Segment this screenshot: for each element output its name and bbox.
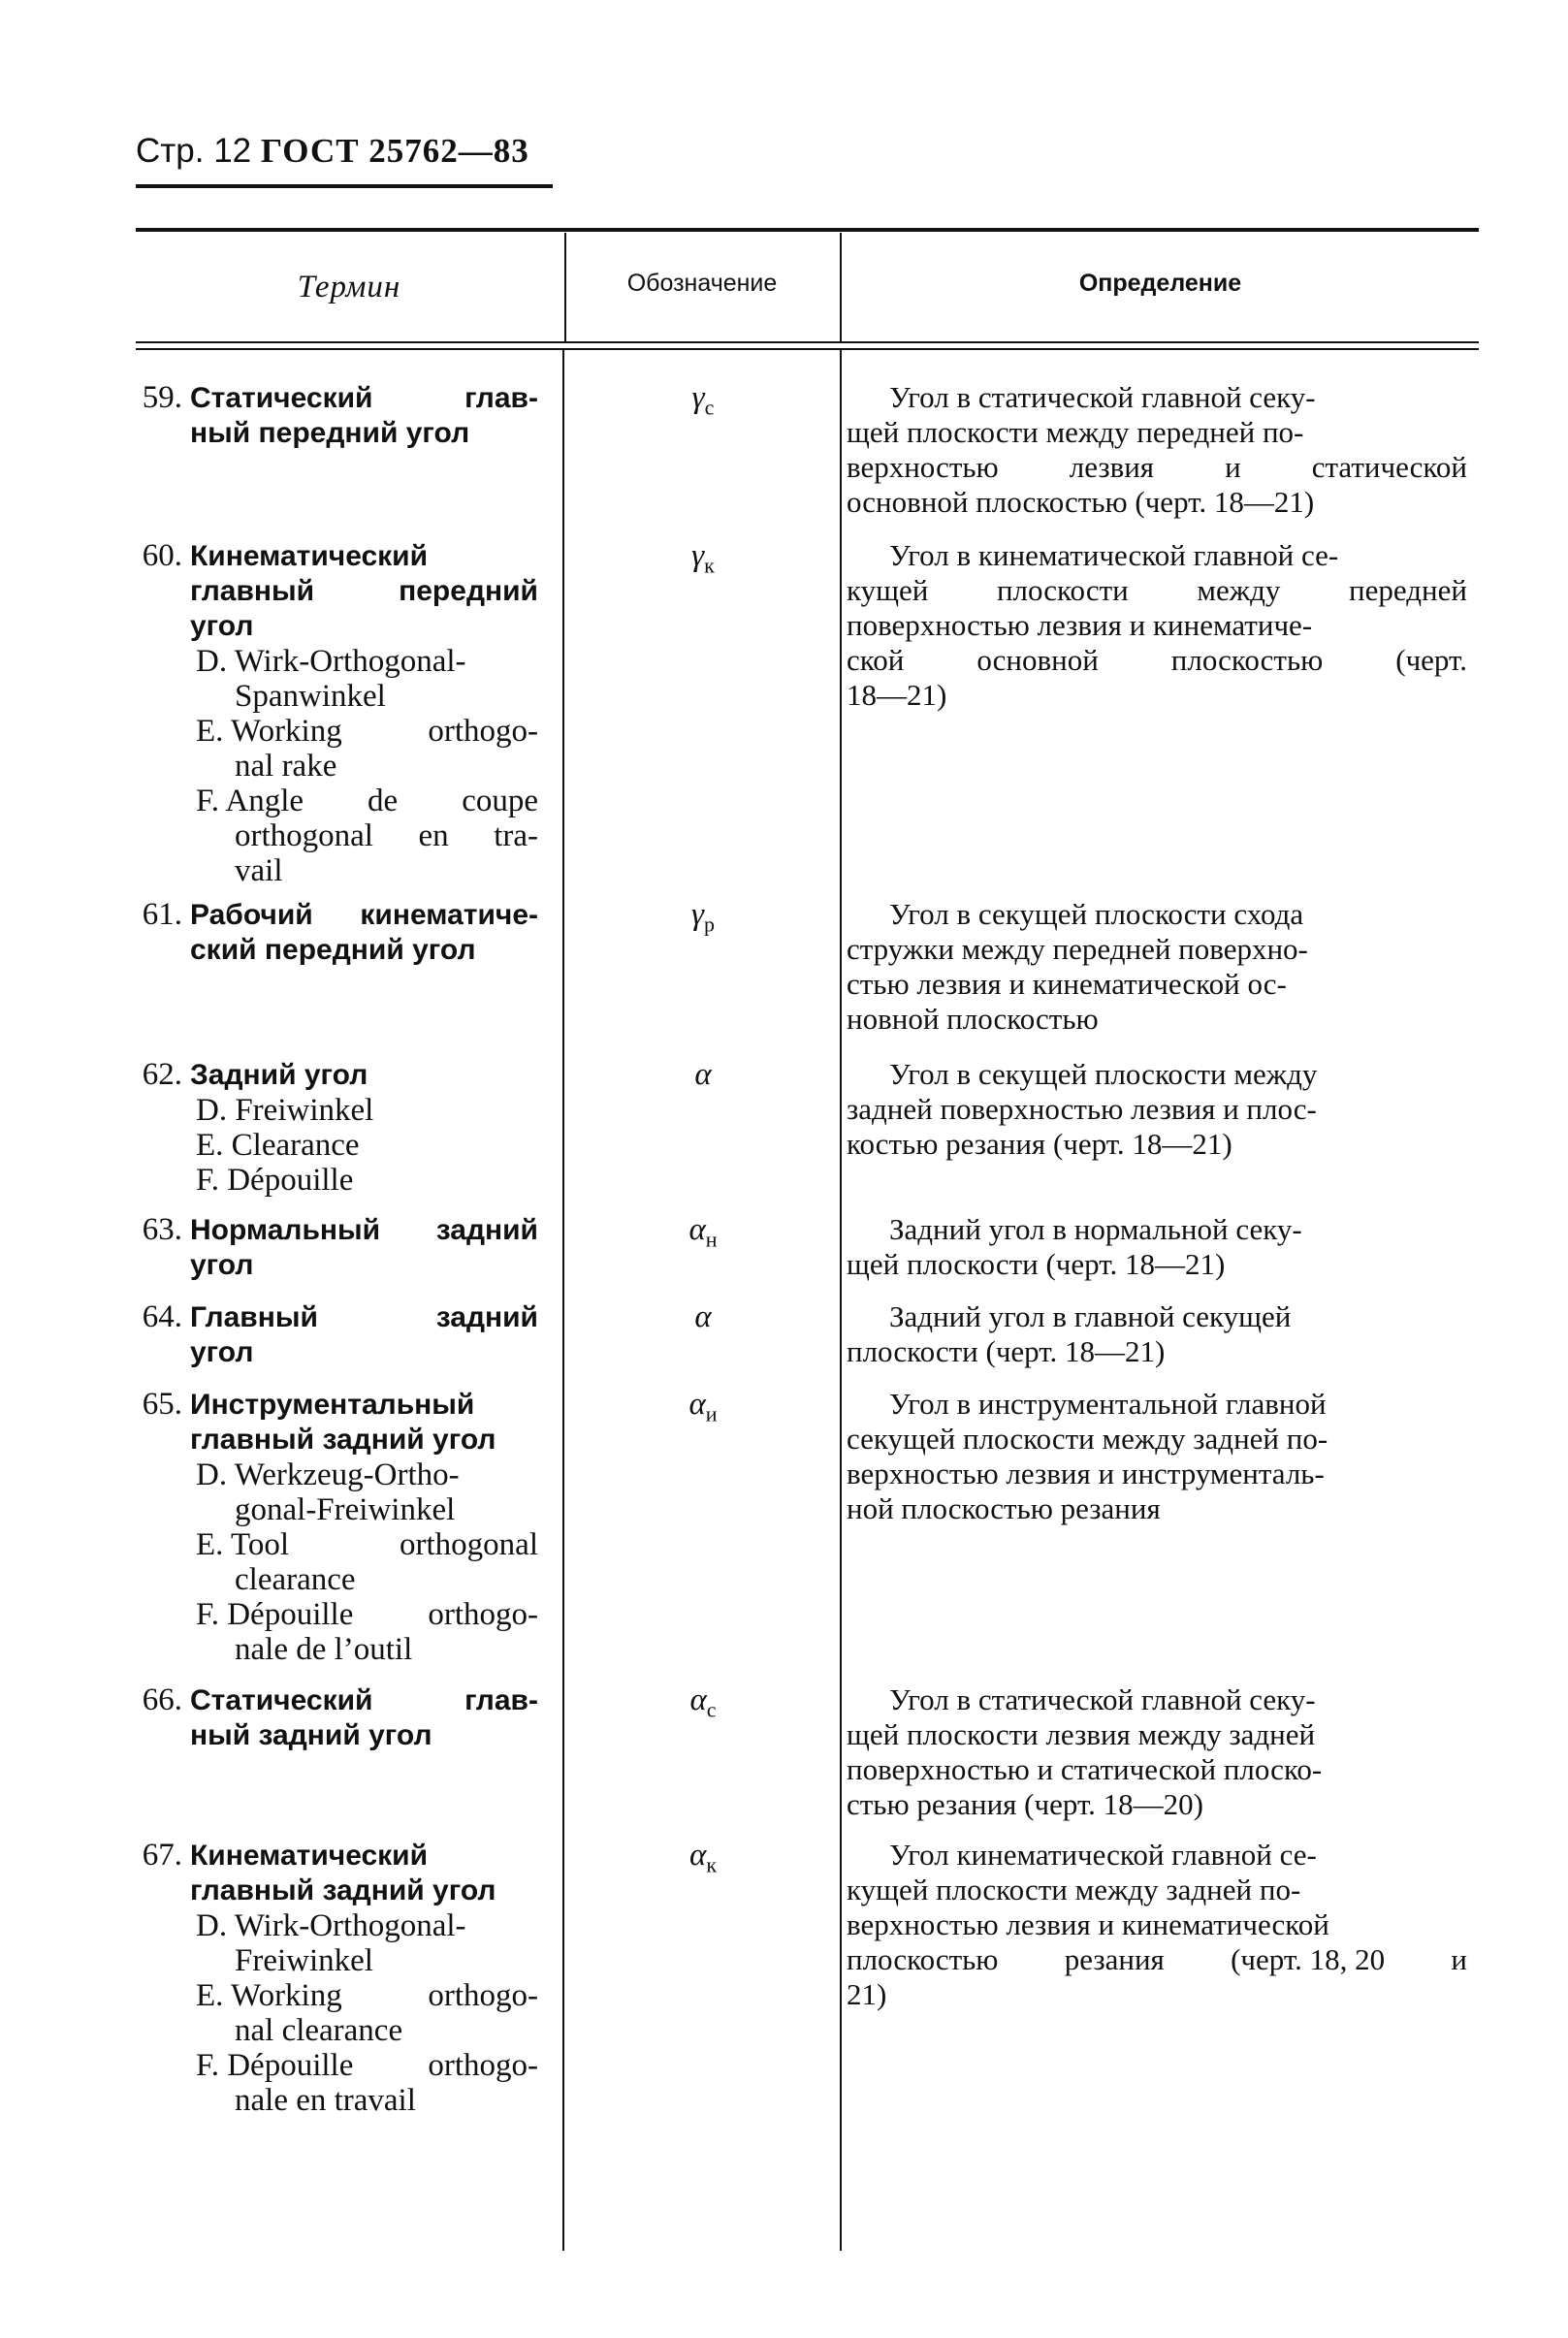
definition-word: Угол в статической главной секу- [889, 1682, 1316, 1716]
definition-line [847, 1057, 1467, 1092]
page-number: Стр. 12 [136, 132, 252, 170]
definition-word: плоскостью [1170, 643, 1324, 677]
definition-word: ной плоскостью резания [847, 1491, 1161, 1525]
term-number: 64. [142, 1299, 182, 1334]
angle-symbol-subscript: к [704, 553, 715, 578]
definition-word: верхностью лезвия и инструменталь- [847, 1457, 1325, 1490]
definition-word: стью лезвия и кинематической ос- [847, 967, 1287, 1001]
foreign-equivalent-word: coupe [462, 784, 538, 818]
definition-word: основной плоскостью (черт. 18—21) [847, 485, 1315, 519]
symbol-cell [582, 538, 824, 579]
definition-word: плоскостью [847, 1942, 999, 1976]
term-cell [126, 1387, 538, 1667]
term-name-word: главный [190, 575, 315, 607]
definition-line [847, 1717, 1467, 1752]
symbol-cell [582, 1387, 824, 1427]
term-cell [126, 897, 538, 968]
foreign-equivalent-line [196, 784, 538, 818]
foreign-equivalent-word: en [418, 818, 449, 853]
definition-word: между [1197, 573, 1281, 607]
foreign-equivalent-word: nal rake [235, 749, 337, 784]
term-name-line [190, 1423, 538, 1457]
term-number: 65. [142, 1387, 182, 1422]
definition-line [847, 1457, 1467, 1491]
foreign-equivalent-word: F. Angle [196, 784, 304, 818]
definition-line [847, 1334, 1467, 1369]
definition-word: ской [847, 643, 905, 677]
term-name-word: Рабочий [190, 899, 313, 931]
foreign-equivalent-line [196, 1457, 538, 1492]
foreign-equivalent-word: clearance [235, 1562, 356, 1597]
term-name-word: задний [435, 1214, 538, 1246]
term-name-word: передний [399, 575, 538, 607]
definition-word: костью резания (черт. 18—21) [847, 1127, 1232, 1161]
foreign-equivalent-line [235, 1492, 538, 1527]
definition-line [847, 1787, 1467, 1822]
definition-word: Угол в статической главной секу- [889, 380, 1316, 414]
term-name-word: кинематиче- [360, 899, 538, 931]
term-name-line [190, 416, 538, 451]
definition-line [847, 967, 1467, 1002]
definition-word: статической [1311, 450, 1467, 484]
definition-line [847, 1838, 1467, 1873]
definition-line [847, 1247, 1467, 1282]
column-header-symbol: Обозначение [626, 270, 778, 297]
term-number: 67. [142, 1838, 182, 1873]
page-header [136, 132, 529, 171]
term-name-word: главный задний угол [190, 1424, 496, 1456]
foreign-equivalent-word: tra- [494, 818, 538, 853]
foreign-equivalent-line [235, 679, 538, 714]
definition-word: основной [976, 643, 1099, 677]
definition-word: стью резания (черт. 18—20) [847, 1787, 1203, 1821]
definition-line [847, 1212, 1467, 1247]
definition-line [847, 573, 1467, 608]
angle-symbol: α [688, 1387, 706, 1422]
definition-line [847, 643, 1467, 678]
definition-word: лезвия [1069, 450, 1155, 484]
foreign-equivalent-word: E. Working [196, 714, 342, 749]
definition-word: щей плоскости (черт. 18—21) [847, 1247, 1226, 1281]
symbol-cell [582, 380, 824, 421]
term-number: 59. [142, 380, 182, 415]
angle-symbol: γ [691, 538, 705, 573]
definition-word: кущей плоскости между задней по- [847, 1873, 1301, 1906]
definition-word: Угол в кинематической главной се- [889, 538, 1339, 572]
term-name-word: Статический [190, 382, 373, 414]
definition-cell [847, 1299, 1467, 1369]
term-name-word: ский передний угол [190, 934, 476, 966]
foreign-equivalent-line [196, 1978, 538, 2013]
angle-symbol-subscript: c [706, 1697, 717, 1722]
term-name-word: ный задний угол [190, 1719, 432, 1751]
foreign-equivalent-line [235, 2083, 538, 2118]
definition-cell [847, 538, 1467, 713]
table-top-rule [136, 228, 1479, 232]
table-head-rule-double [136, 348, 1479, 350]
definition-cell [847, 1838, 1467, 2012]
foreign-equivalent-word: F. Dépouille [196, 1163, 354, 1198]
definition-word: плоскости [996, 573, 1129, 607]
term-name-line [190, 1683, 538, 1718]
term-name-word: глав- [464, 1684, 538, 1716]
definition-line [847, 932, 1467, 967]
definition-line [847, 485, 1467, 520]
term-name-line [190, 1874, 538, 1908]
definition-line [847, 1873, 1467, 1907]
term-number: 66. [142, 1682, 182, 1717]
term-name-line [190, 539, 538, 574]
term-name-word: Статический [190, 1684, 373, 1716]
standard-number: ГОСТ 25762—83 [260, 132, 529, 170]
symbol-cell [582, 1838, 824, 1878]
term-name-line [190, 1839, 538, 1874]
foreign-equivalent-word: nale de l’outil [235, 1632, 413, 1667]
foreign-equivalent-word: vail [235, 853, 283, 888]
angle-symbol-subscript: c [704, 395, 715, 420]
symbol-cell [582, 1682, 824, 1723]
definition-line [847, 1491, 1467, 1526]
symbol-cell [582, 1299, 824, 1335]
definition-word: Угол в инструментальной главной [889, 1387, 1327, 1421]
angle-symbol-subscript: и [705, 1401, 718, 1426]
foreign-equivalent-line [235, 749, 538, 784]
definition-word: верхностью лезвия и кинематической [847, 1907, 1329, 1941]
definition-word: передней [1349, 573, 1467, 607]
term-name-word: главный задний угол [190, 1874, 496, 1906]
foreign-equivalent-line [196, 1128, 538, 1163]
foreign-equivalent-line [196, 1163, 538, 1198]
definition-word: стружки между передней поверхно- [847, 932, 1308, 966]
definition-line [847, 1127, 1467, 1162]
foreign-equivalent-line [196, 1527, 538, 1562]
column-divider-2 [840, 350, 842, 2251]
definition-word: (черт. [1395, 643, 1467, 677]
term-cell [126, 1838, 538, 2118]
foreign-equivalent-line [196, 2048, 538, 2083]
angle-symbol: α [689, 1682, 707, 1717]
definition-word: и [1225, 450, 1241, 484]
foreign-equivalent-word: D. Wirk-Orthogonal- [196, 1908, 466, 1943]
definition-line [847, 1092, 1467, 1127]
definition-word: кущей [847, 573, 929, 607]
term-name-line [190, 609, 538, 644]
foreign-equivalent-word: Freiwinkel [235, 1943, 373, 1978]
foreign-equivalent-line [196, 1597, 538, 1632]
term-name-word: задний [435, 1301, 538, 1333]
foreign-equivalent-word: gonal-Freiwinkel [235, 1492, 456, 1527]
definition-word: секущей плоскости между задней по- [847, 1422, 1328, 1456]
foreign-equivalent-word: orthogo- [428, 1978, 538, 2013]
definition-cell [847, 380, 1467, 520]
foreign-equivalent-word: nale en travail [235, 2083, 416, 2118]
foreign-equivalent-word: D. Freiwinkel [196, 1093, 374, 1128]
definition-cell [847, 1057, 1467, 1162]
foreign-equivalent-word: orthogo- [428, 1597, 538, 1632]
foreign-equivalent-line [235, 1632, 538, 1667]
term-cell [126, 1212, 538, 1283]
angle-symbol: α [688, 1212, 706, 1247]
definition-line [847, 608, 1467, 643]
term-cell [126, 1682, 538, 1753]
foreign-equivalent-line [196, 1908, 538, 1943]
angle-symbol: γ [690, 897, 704, 932]
symbol-cell [582, 897, 824, 938]
definition-line [847, 1942, 1467, 1977]
term-name-word: Главный [190, 1301, 318, 1333]
definition-line [847, 538, 1467, 573]
foreign-equivalent-line [235, 2013, 538, 2048]
term-name-line [190, 381, 538, 416]
definition-cell [847, 1212, 1467, 1282]
angle-symbol-subscript: p [704, 912, 715, 937]
definition-word: Угол кинематической главной се- [889, 1838, 1317, 1872]
definition-line [847, 897, 1467, 932]
foreign-equivalent-line [235, 818, 538, 853]
foreign-equivalent-word: orthogonal [400, 1527, 538, 1562]
foreign-equivalent-line [196, 714, 538, 749]
term-name-line [190, 1388, 538, 1423]
definition-word: 21) [847, 1977, 887, 2011]
foreign-equivalent-word: E. Tool [196, 1527, 290, 1562]
column-header-definition: Определение [1078, 270, 1242, 297]
term-name-word: глав- [464, 382, 538, 414]
term-name-line [190, 898, 538, 933]
definition-line [847, 1752, 1467, 1787]
angle-symbol: γ [691, 380, 705, 415]
symbol-cell [582, 1212, 824, 1253]
term-name-word: Инструментальный [190, 1389, 475, 1421]
definition-word: щей плоскости между передней по- [847, 415, 1304, 449]
definition-cell [847, 1682, 1467, 1822]
term-number: 62. [142, 1057, 182, 1092]
definition-line [847, 415, 1467, 450]
definition-word: Угол в секущей плоскости схода [889, 897, 1304, 931]
definition-word: поверхностью и статической плоско- [847, 1752, 1323, 1786]
foreign-equivalent-word: F. Dépouille [196, 2048, 354, 2083]
term-name-word: Кинематический [190, 540, 429, 572]
foreign-equivalent-line [235, 853, 538, 888]
definition-word: Угол в секущей плоскости между [889, 1057, 1318, 1091]
term-number: 63. [142, 1212, 182, 1247]
foreign-equivalent-word: D. Wirk-Orthogonal- [196, 644, 466, 679]
term-name-word: угол [190, 1249, 254, 1281]
definition-word: верхностью [847, 450, 999, 484]
definition-line [847, 450, 1467, 485]
term-number: 61. [142, 897, 182, 932]
foreign-equivalent-line [235, 1943, 538, 1978]
angle-symbol-subscript: к [706, 1852, 718, 1877]
angle-symbol: α [694, 1299, 712, 1334]
definition-line [847, 1977, 1467, 2012]
definition-word: плоскости (черт. 18—21) [847, 1334, 1166, 1368]
definition-line [847, 1299, 1467, 1334]
term-name-line [190, 1248, 538, 1283]
foreign-equivalent-word: orthogo- [428, 2048, 538, 2083]
definition-line [847, 1422, 1467, 1457]
foreign-equivalent-word: orthogonal [235, 818, 373, 853]
term-name-word: угол [190, 610, 254, 642]
definition-word: 18—21) [847, 678, 947, 712]
foreign-equivalent-word: E. Working [196, 1978, 342, 2013]
term-cell [126, 380, 538, 451]
foreign-equivalent-word: Spanwinkel [235, 679, 386, 714]
angle-symbol: α [694, 1057, 712, 1092]
term-name-word: Кинематический [190, 1840, 429, 1872]
term-name-word: угол [190, 1336, 254, 1368]
foreign-equivalent-line [196, 644, 538, 679]
foreign-equivalent-line [235, 1562, 538, 1597]
definition-word: задней поверхностью лезвия и плос- [847, 1092, 1317, 1126]
definition-cell [847, 897, 1467, 1037]
definition-word: резания [1064, 1942, 1165, 1976]
angle-symbol: α [688, 1838, 707, 1873]
definition-line [847, 678, 1467, 713]
foreign-equivalent-line [196, 1093, 538, 1128]
term-name-line [190, 1300, 538, 1335]
foreign-equivalent-word: D. Werkzeug-Ortho- [196, 1457, 460, 1492]
term-name-line [190, 1058, 538, 1093]
term-name-line [190, 933, 538, 968]
column-header-term: Термин [297, 270, 401, 304]
definition-word: поверхностью лезвия и кинематиче- [847, 608, 1313, 642]
term-cell [126, 1299, 538, 1370]
header-rule [136, 184, 553, 188]
symbol-cell [582, 1057, 824, 1093]
definition-word: (черт. 18, 20 [1231, 1942, 1386, 1976]
foreign-equivalent-word: orthogo- [428, 714, 538, 749]
foreign-equivalent-word: de [368, 784, 399, 818]
definition-cell [847, 1387, 1467, 1526]
column-divider-1 [562, 350, 564, 2251]
term-name-line [190, 1718, 538, 1753]
definition-line [847, 1682, 1467, 1717]
definition-line [847, 380, 1467, 415]
term-name-word: ный передний угол [190, 417, 470, 449]
definition-line [847, 1387, 1467, 1422]
term-name-line [190, 1213, 538, 1248]
definition-word: щей плоскости лезвия между задней [847, 1717, 1316, 1751]
term-cell [126, 1057, 538, 1198]
definition-line [847, 1907, 1467, 1942]
angle-symbol-subscript: н [705, 1227, 718, 1252]
term-name-word: Задний угол [190, 1059, 368, 1091]
term-name-word: Нормальный [190, 1214, 381, 1246]
definition-word: Задний угол в главной секущей [889, 1299, 1292, 1333]
definition-word: и [1451, 1942, 1467, 1976]
term-name-line [190, 1335, 538, 1370]
term-number: 60. [142, 538, 182, 573]
definition-word: Задний угол в нормальной секу- [889, 1212, 1302, 1246]
table-head-rule [136, 341, 1479, 343]
foreign-equivalent-word: nal clearance [235, 2013, 403, 2048]
term-cell [126, 538, 538, 888]
definition-word: новной плоскостью [847, 1002, 1099, 1036]
foreign-equivalent-word: E. Clearance [196, 1128, 360, 1163]
term-name-line [190, 574, 538, 609]
foreign-equivalent-word: F. Dépouille [196, 1597, 354, 1632]
definition-line [847, 1002, 1467, 1037]
